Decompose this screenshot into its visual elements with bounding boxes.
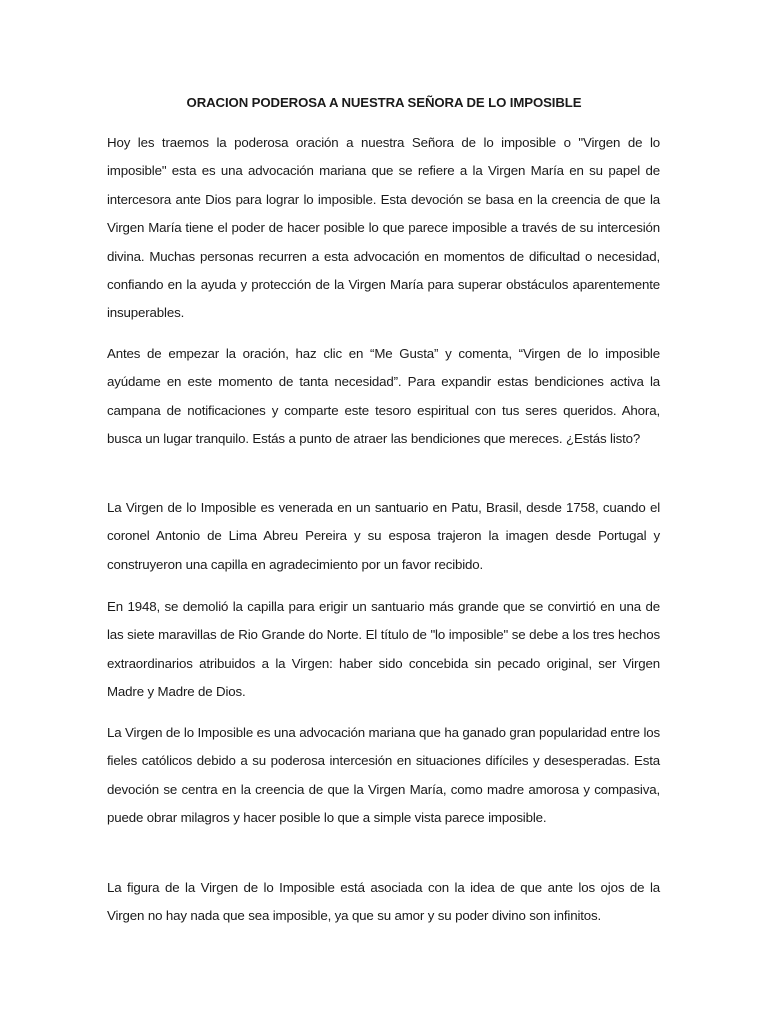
paragraph-call-to-action: Antes de empezar la oración, haz clic en “Me Gusta” y comenta, “Virgen de lo imposible ayúdame en este momento de tanta necesidad”. Para expandir estas bendiciones activa la campana de notificaciones y comparte este tesoro espiritual con tus seres queridos. Ahora, busca un lugar tranquilo. Estás a punto de atraer las bendiciones que mereces. ¿Estás listo? <box>107 346 660 447</box>
paragraph-figure: La figura de la Virgen de lo Imposible está asociada con la idea de que ante los ojos de la Virgen no hay nada que sea imposible, ya que su amor y su poder divino son infinitos. <box>107 880 660 924</box>
paragraph-devotion: La Virgen de lo Imposible es una advocación mariana que ha ganado gran popularidad entre los fieles católicos debido a su poderosa intercesión en situaciones difíciles y desesperadas. Esta devoción se centra en la creencia de que la Virgen María, como madre amorosa y compasiva, puede obrar milagros y hacer posible lo que a simple vista parece imposible. <box>107 725 660 826</box>
document-title: ORACION PODEROSA A NUESTRA SEÑORA DE LO IMPOSIBLE <box>186 95 582 110</box>
paragraph-history: La Virgen de lo Imposible es venerada en un santuario en Patu, Brasil, desde 1758, cuando el coronel Antonio de Lima Abreu Pereira y su esposa trajeron la imagen desde Portugal y construyeron una capilla en agradecimiento por un favor recibido. <box>107 500 660 572</box>
paragraph-sanctuary: En 1948, se demolió la capilla para erigir un santuario más grande que se convirtió en una de las siete maravillas de Rio Grande do Norte. El título de "lo imposible" se debe a los tres hechos extraordinarios atribuidos a la Virgen: haber sido concebida sin pecado original, ser Virgen Madre y Madre de Dios. <box>107 599 660 700</box>
paragraph-intro: Hoy les traemos la poderosa oración a nuestra Señora de lo imposible o "Virgen de lo imposible" esta es una advocación mariana que se refiere a la Virgen María en su papel de intercesora ante Dios para lograr lo imposible. Esta devoción se basa en la creencia de que la Virgen María tiene el poder de hacer posible lo que parece imposible a través de su intercesión divina. Muchas personas recurren a esta advocación en momentos de dificultad o necesidad, confiando en la ayuda y protección de la Virgen María para superar obstáculos aparentemente insuperables. <box>107 135 660 321</box>
